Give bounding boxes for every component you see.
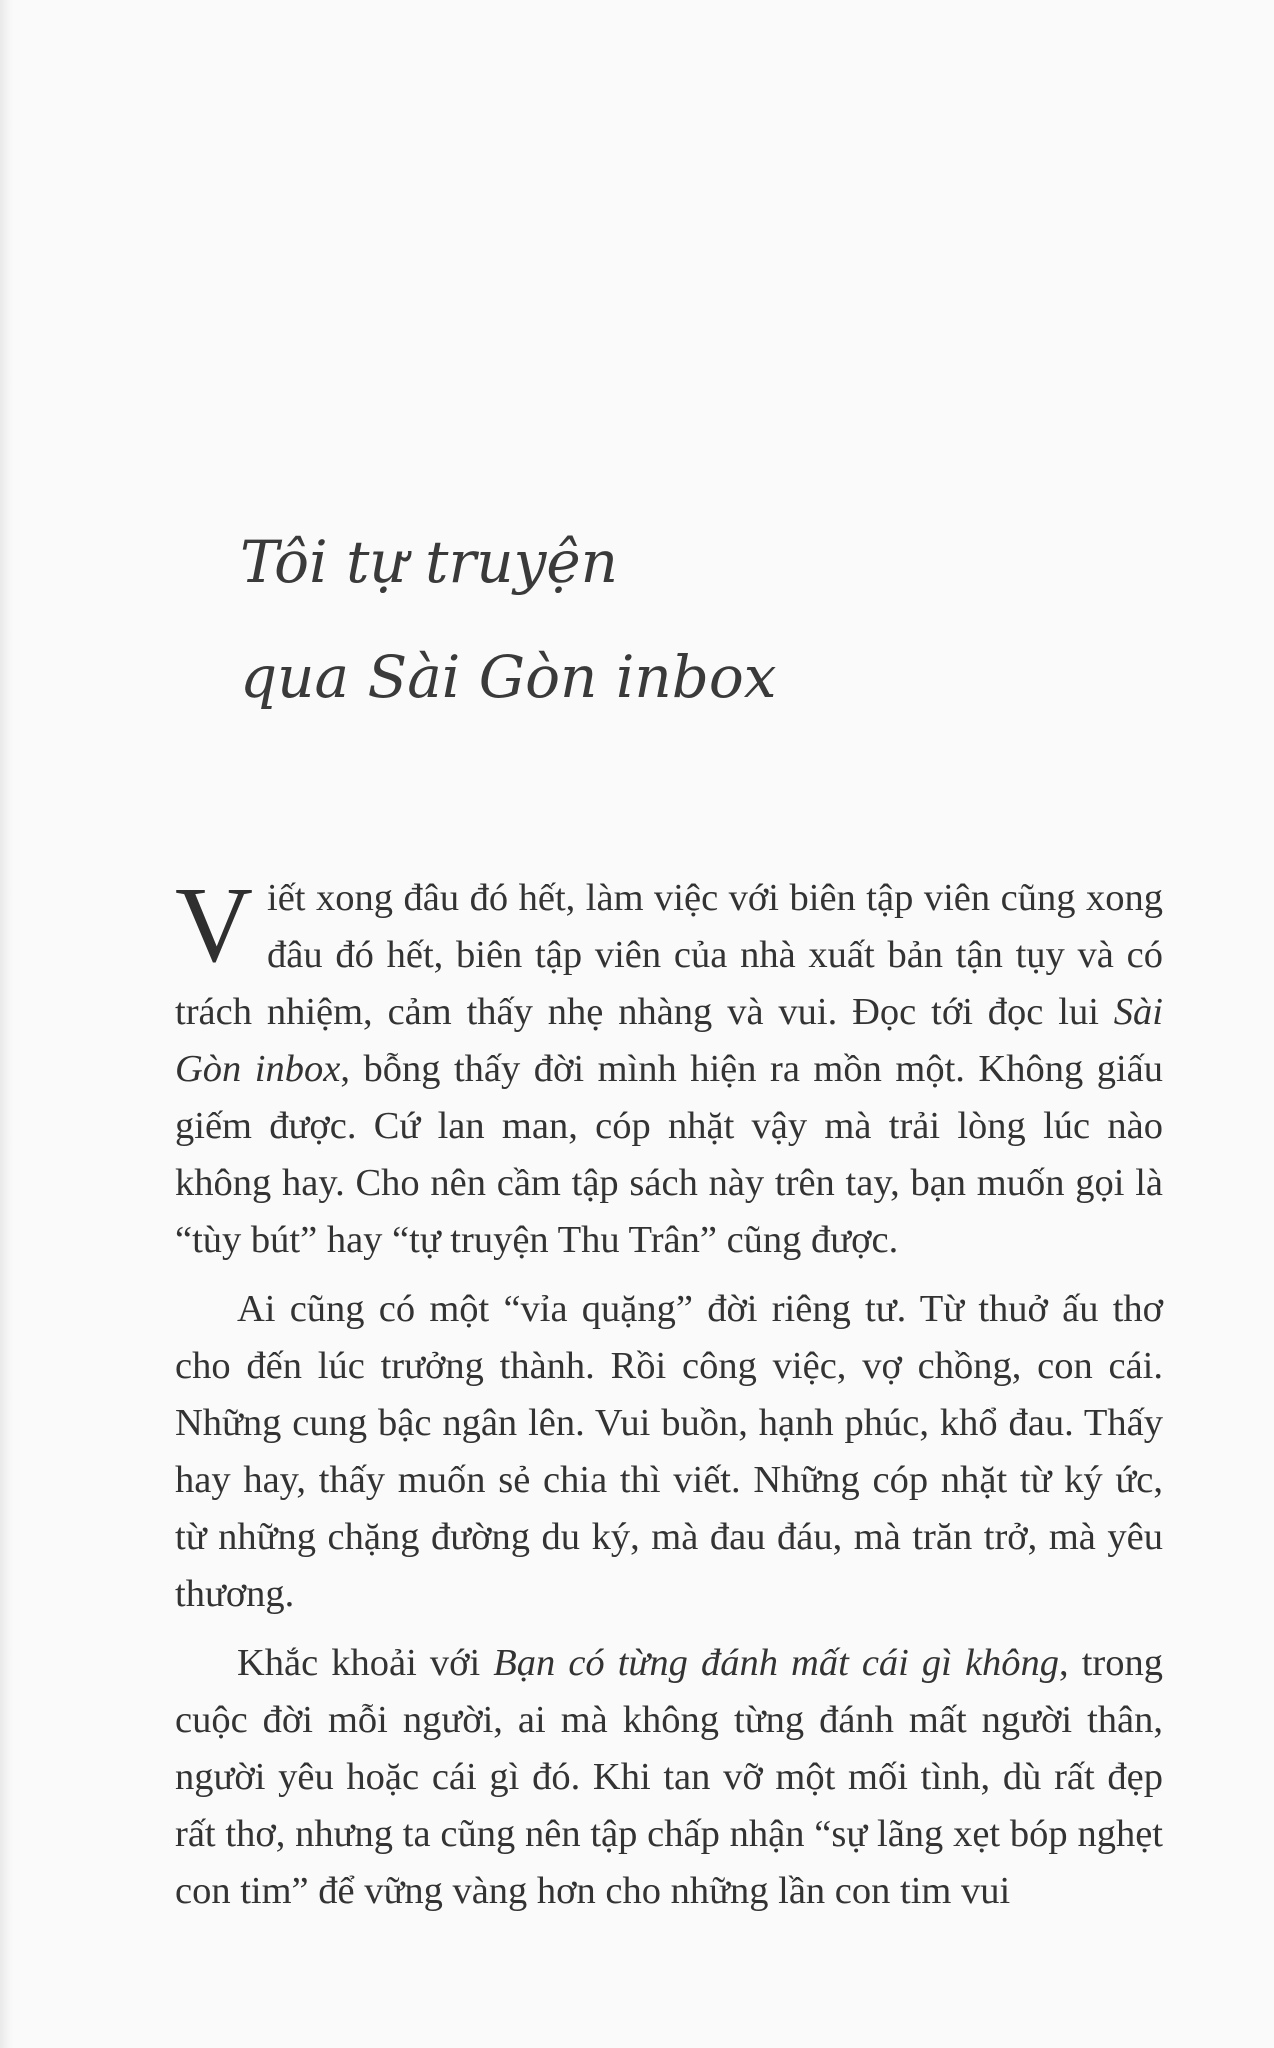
paragraph-3-text-b: , trong cuộc đời mỗi người, ai mà không từng đánh mất người thân, người yêu hoặc cái gì đó. Khi tan vỡ một mối tình, dù rất đẹp rất thơ, nhưng ta cũng nên tập chấp nhận “sự lãng xẹt bóp nghẹt con tim” để vững vàng hơn cho những lần con tim vui xyxy=(175,1642,1163,1912)
paragraph-1-text-b: , bỗng thấy đời mình hiện ra mồn một. Không giấu giếm được. Cứ lan man, cóp nhặt vậy mà trải lòng lúc nào không hay. Cho nên cầm tập sách này trên tay, bạn muốn gọi là “tùy bút” hay “tự truyện Thu Trân” cũng được. xyxy=(175,1048,1163,1261)
paragraph-1 xyxy=(175,866,1163,1269)
paragraph-3-text-a: Khắc khoải với xyxy=(237,1642,494,1684)
body-text xyxy=(175,866,1163,1920)
essay-title-italic: Bạn có từng đánh mất cái gì không xyxy=(493,1642,1060,1684)
chapter-title-line-1: Tôi tự truyện xyxy=(240,528,619,596)
paragraph-2: Ai cũng có một “vỉa quặng” đời riêng tư. Từ thuở ấu thơ cho đến lúc trưởng thành. Rồi công việc, vợ chồng, con cái. Những cung bậc ngân lên. Vui buồn, hạnh phúc, khổ đau. Thấy hay hay, thấy muốn sẻ chia thì viết. Những cóp nhặt từ ký ức, từ những chặng đường du ký, mà đau đáu, mà trăn trở, mà yêu thương. xyxy=(175,1288,1163,1615)
paragraph-1-text-a: iết xong đâu đó hết, làm việc với biên tập viên cũng xong đâu đó hết, biên tập viên của nhà xuất bản tận tụy và có trách nhiệm, cảm thấy nhẹ nhàng và vui. Đọc tới đọc lui xyxy=(175,877,1163,1033)
chapter-title xyxy=(240,505,1140,735)
drop-cap: V xyxy=(175,866,253,985)
chapter-title-line-2: qua Sài Gòn inbox xyxy=(240,643,777,711)
paragraph-3 xyxy=(175,1635,1163,1920)
book-title-italic: Sài Gòn inbox xyxy=(175,991,1163,1090)
